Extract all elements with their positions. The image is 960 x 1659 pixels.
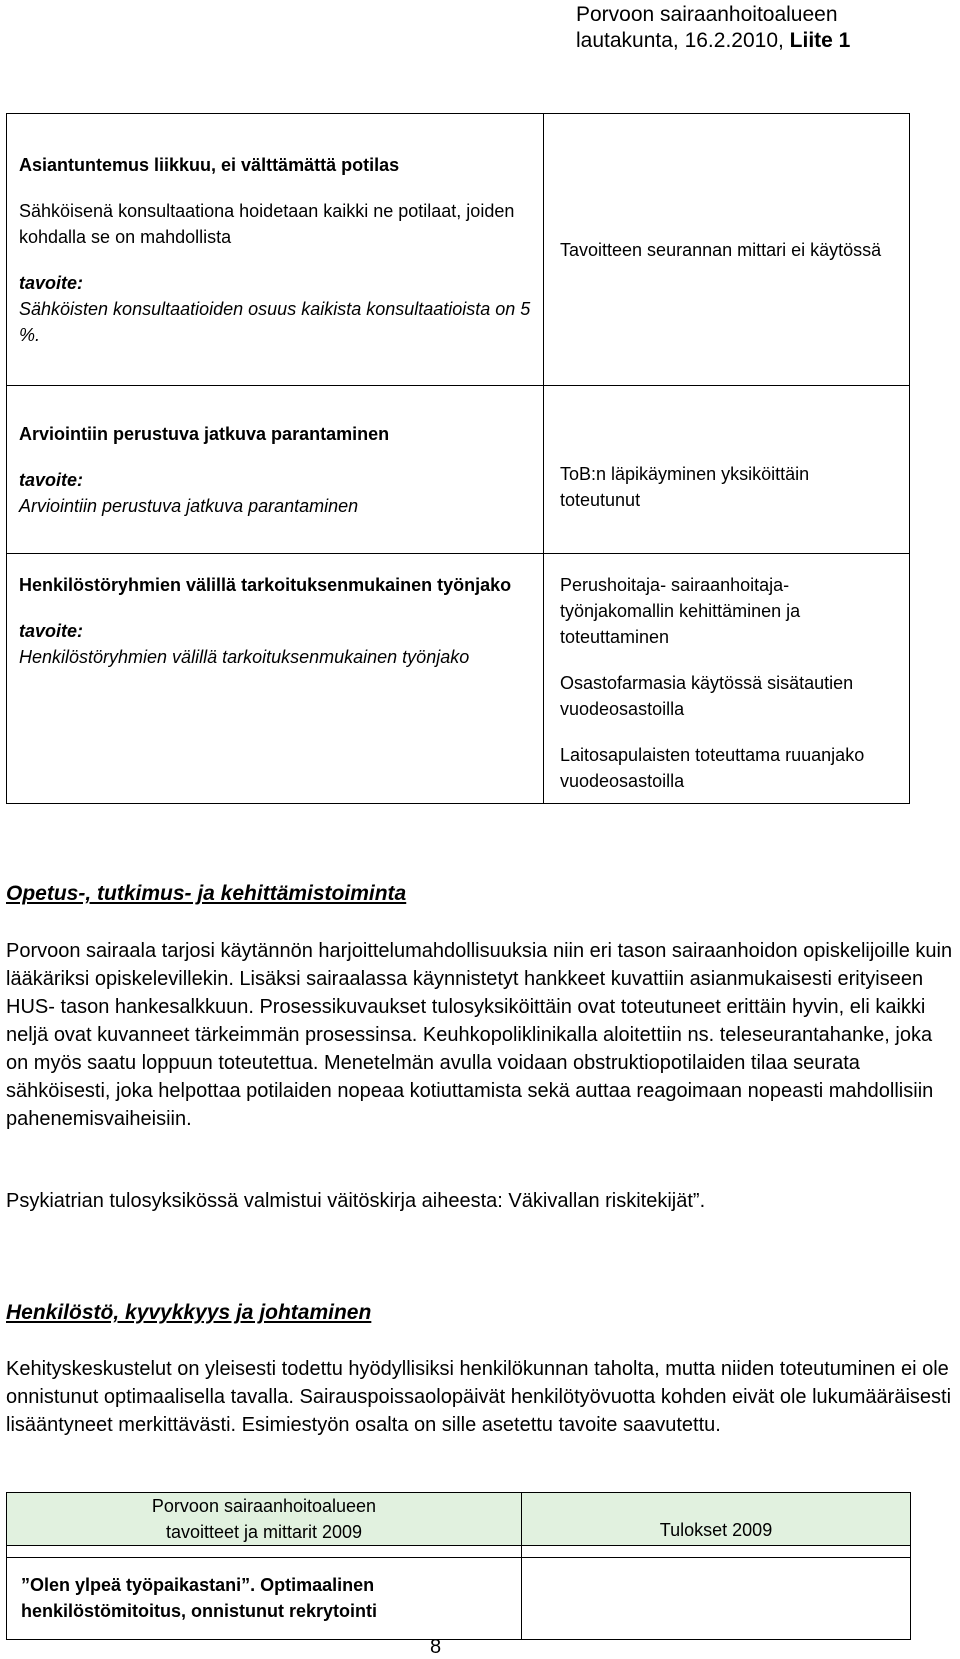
result-text: Laitosapulaisten toteuttama ruuanjako vuodeosastoilla bbox=[560, 745, 865, 791]
section-paragraph: Porvoon sairaala tarjosi käytännön harjoittelumahdollisuuksia niin eri tason sairaanhoidon opiskelijoille kuin lääkäriksi opiskelevillekin. Lisäksi sairaalassa käynnistetyt hankkeet kuvattiin asianmukaisesti erityiseen HUS- tason hankesalkkuun. Prosessikuvaukset tulosyksiköittäin ovat toteutuneet erittäin hyvin, eli kaikki neljä ovat kuvanneet tärkeimmän prosessinsa. Keuhkopoliklinikalla aloitettiin ns. teleseurantahanke, joka on myös saatu loppuun toteutettua. Menetelmän avulla voidaan obstruktiopotilaiden tilaa seurata sähköisesti, joka helpottaa potilaiden nopeaa kotiuttamista sekä auttaa reagoimaan nopeasti mahdollisiin pahenemisvaiheisiin. bbox=[6, 940, 953, 1130]
result-cell bbox=[544, 114, 910, 386]
goal-label: tavoite: bbox=[19, 469, 84, 490]
result-text: ToB:n läpikäyminen yksiköittäin toteutunut bbox=[560, 463, 810, 510]
document-header bbox=[576, 2, 850, 54]
goal-label: tavoite: bbox=[19, 272, 84, 293]
table-spacer-row bbox=[7, 1546, 911, 1558]
result-text: Perushoitaja- sairaanhoitaja-työnjakomallin kehittäminen ja toteuttaminen bbox=[560, 575, 801, 647]
table-row bbox=[7, 1558, 911, 1640]
goal-description: Sähköisenä konsultaationa hoidetaan kaikki ne potilaat, joiden kohdalla se on mahdollista bbox=[19, 200, 515, 247]
goal-title: Arviointiin perustuva jatkuva parantaminen bbox=[19, 423, 390, 444]
header-date: lautakunta, 16.2.2010, bbox=[576, 29, 790, 52]
goal-text: Sähköisten konsultaatioiden osuus kaikista konsultaatioista on 5 %. bbox=[19, 298, 531, 345]
goal-cell bbox=[7, 1558, 522, 1640]
goal-cell bbox=[7, 386, 544, 554]
header-line-2 bbox=[576, 28, 850, 54]
goal-title: Asiantuntemus liikkuu, ei välttämättä potilas bbox=[19, 154, 400, 175]
goals-table bbox=[6, 113, 910, 804]
result-text: Osastofarmasia käytössä sisätautien vuodeosastoilla bbox=[560, 673, 854, 719]
header-line-1: Porvoon sairaanhoitoalueen bbox=[576, 3, 838, 26]
table-row bbox=[7, 114, 910, 386]
table-header-goals bbox=[7, 1493, 522, 1546]
goal-cell bbox=[7, 114, 544, 386]
section-title-personnel: Henkilöstö, kyvykkyys ja johtaminen bbox=[6, 1301, 372, 1324]
result-cell bbox=[544, 386, 910, 554]
goals-results-table bbox=[6, 1492, 911, 1640]
table-row bbox=[7, 554, 910, 804]
goal-label: tavoite: bbox=[19, 621, 84, 641]
result-text: Tavoitteen seurannan mittari ei käytössä bbox=[560, 239, 882, 260]
goal-title: Henkilöstöryhmien välillä tarkoituksenmukainen työnjako bbox=[19, 575, 512, 595]
table-row bbox=[7, 386, 910, 554]
section-paragraph: Kehityskeskustelut on yleisesti todettu hyödyllisiksi henkilökunnan taholta, mutta niiden toteutuminen ei ole onnistunut optimaalisella tavalla. Sairauspoissaolopäivät henkilötyövuotta kohden eivät ole lukumääräisesti lisääntyneet merkittävästi. Esimiestyön osalta on sille asetettu tavoite saavutettu. bbox=[6, 1358, 952, 1436]
section-title-research: Opetus-, tutkimus- ja kehittämistoiminta bbox=[6, 882, 407, 905]
header-goals-line-2: tavoitteet ja mittarit 2009 bbox=[165, 1522, 363, 1542]
goal-cell bbox=[7, 554, 544, 804]
result-cell bbox=[544, 554, 910, 804]
table-spacer-cell bbox=[7, 1546, 522, 1558]
goal-text: ”Olen ylpeä työpaikastani”. Optimaalinen henkilöstömitoitus, onnistunut rekrytointi bbox=[21, 1575, 378, 1621]
goal-text: Arviointiin perustuva jatkuva parantaminen bbox=[19, 495, 359, 516]
header-appendix: Liite 1 bbox=[789, 29, 851, 52]
goal-text: Henkilöstöryhmien välillä tarkoituksenmukainen työnjako bbox=[19, 647, 470, 667]
header-goals-line-1: Porvoon sairaanhoitoalueen bbox=[151, 1496, 377, 1516]
table-header-row bbox=[7, 1493, 911, 1546]
page-number: 8 bbox=[430, 1636, 442, 1658]
result-cell bbox=[522, 1558, 911, 1640]
table-spacer-cell bbox=[522, 1546, 911, 1558]
section-paragraph: Psykiatrian tulosyksikössä valmistui väitöskirja aiheesta: Väkivallan riskitekijät”. bbox=[6, 1190, 706, 1212]
table-header-results: Tulokset 2009 bbox=[522, 1493, 911, 1546]
